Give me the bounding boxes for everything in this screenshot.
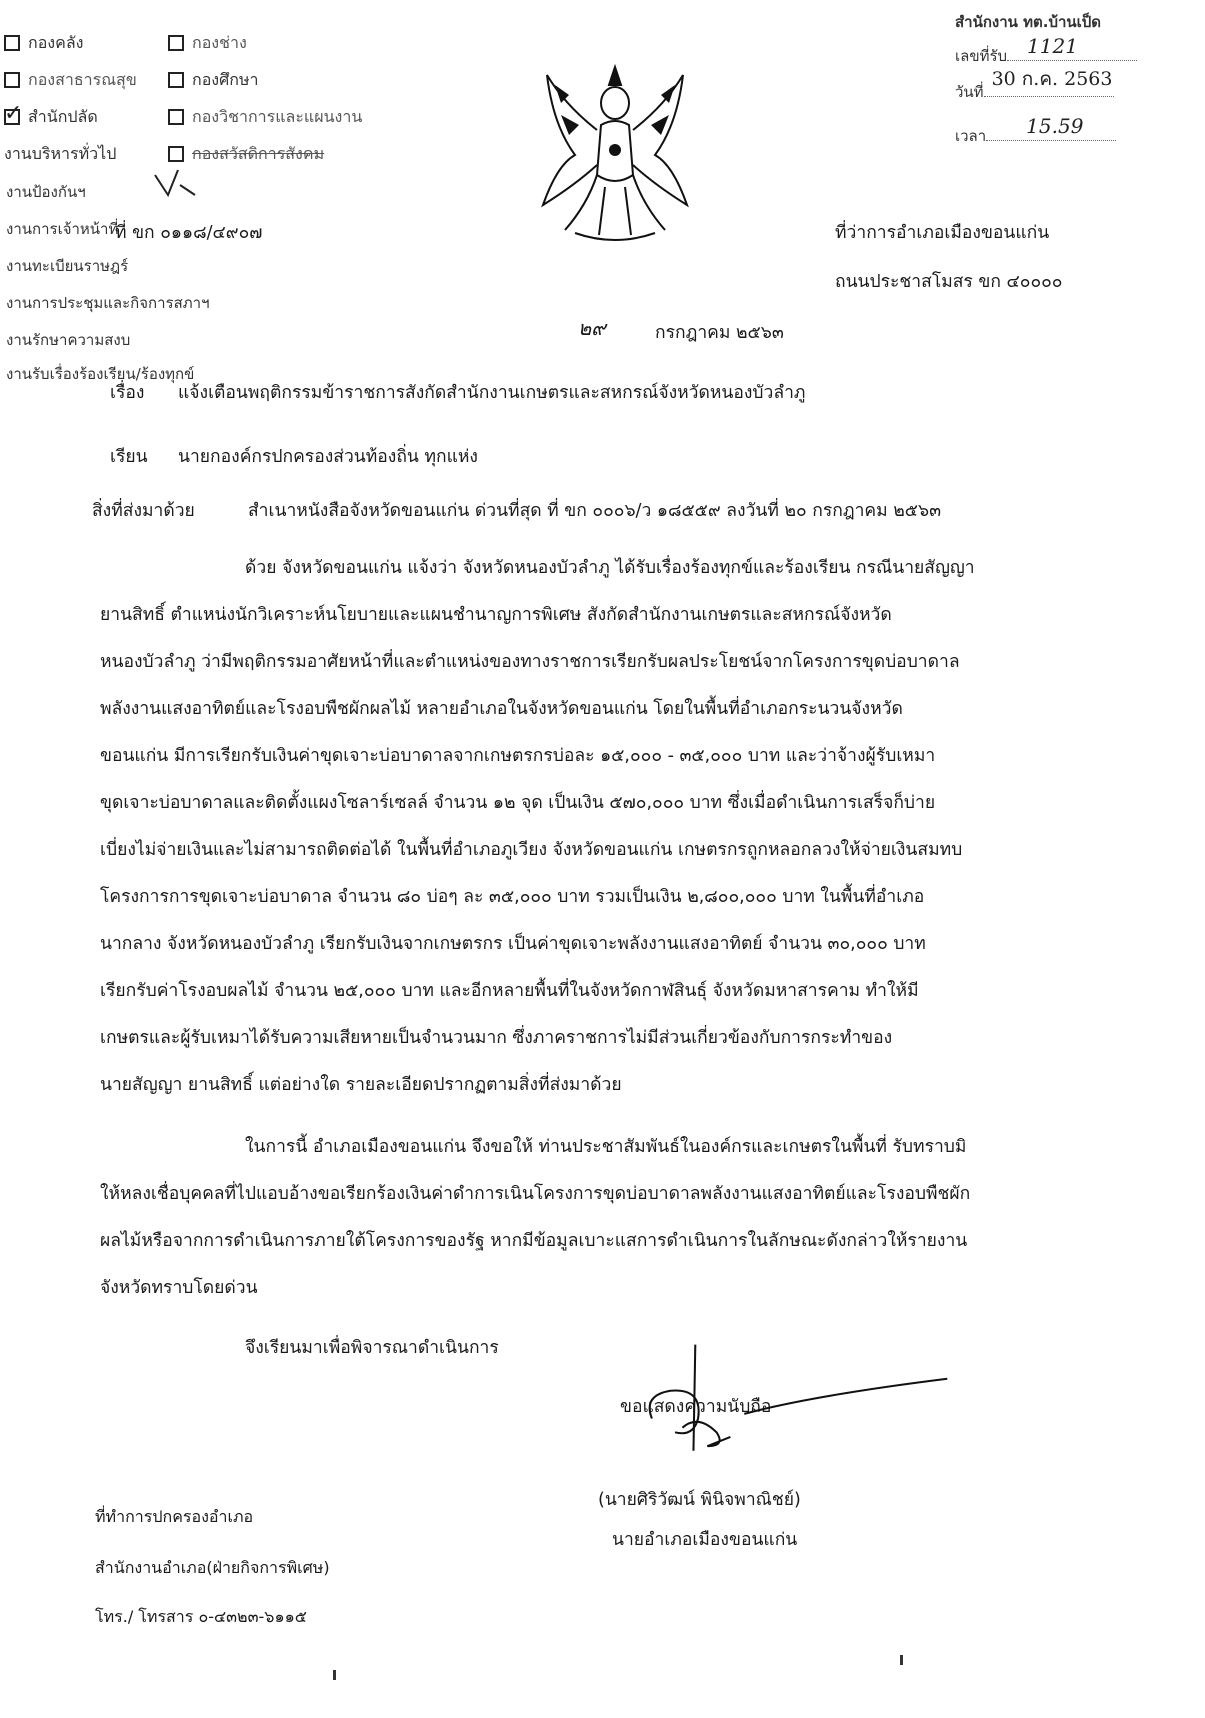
paragraph-line: เรียกรับค่าโรงอบผลไม้ จำนวน ๒๕,๐๐๐ บาท และอีกหลายพื้นที่ในจังหวัดกาฬสินธุ์ จังหวัดมหาสารคาม ทำให้มี: [100, 981, 919, 1001]
paragraph-line: ผลไม้หรือจากการดำเนินการภายใต้โครงการของรัฐ หากมีข้อมูลเบาะแสการดำเนินการในลักษณะดังกล่าวให้รายงาน: [100, 1231, 968, 1251]
closing-request: จึงเรียนมาเพื่อพิจารณาดำเนินการ: [245, 1338, 499, 1358]
paragraph-line: ยานสิทธิ์ ตำแหน่งนักวิเคราะห์นโยบายและแผนชำนาญการพิเศษ สังกัดสำนักงานเกษตรและสหกรณ์จังหวัด: [100, 605, 892, 625]
stamp-time: เวลา 15.59: [955, 124, 1116, 148]
checkbox-icon: [168, 109, 184, 125]
signer-title: นายอำเภอเมืองขอนแก่น: [612, 1530, 798, 1550]
sender-office: ที่ว่าการอำเภอเมืองขอนแก่น: [835, 223, 1050, 243]
paragraph-line: ขอนแก่น มีการเรียกรับเงินค่าขุดเจาะบ่อบาดาลจากเกษตรกรบ่อละ ๑๕,๐๐๐ - ๓๕,๐๐๐ บาท และว่าจ้างผู้รับเหมา: [100, 746, 936, 766]
scan-speck: [333, 1670, 336, 1680]
signer-name: (นายศิริวัฒน์ พินิจพาณิชย์): [598, 1490, 801, 1510]
subject-label: เรื่อง: [110, 383, 145, 403]
closing-regards: ขอแสดงความนับถือ: [620, 1397, 772, 1417]
paragraph-line: ด้วย จังหวัดขอนแก่น แจ้งว่า จังหวัดหนองบัวลำภู ได้รับเรื่องร้องทุกข์และร้องเรียน กรณีนายสัญญา: [245, 558, 975, 578]
checkbox-icon: [168, 72, 184, 88]
footer-unit: สำนักงานอำเภอ(ฝ่ายกิจการพิเศษ): [95, 1558, 330, 1577]
footer-phone: โทร./ โทรสาร ๐-๔๓๒๓-๖๑๑๕: [95, 1607, 307, 1626]
checked-checkbox-icon: [4, 109, 20, 125]
stamp-date: วันที่ 30 ก.ค. 2563: [955, 68, 1113, 101]
stamp-office: สำนักงาน ทต.บ้านเป็ด: [955, 13, 1102, 31]
checkbox-icon: [4, 72, 20, 88]
receipt-stamp: [955, 4, 1200, 154]
paragraph-line: หนองบัวลำภู ว่ามีพฤติกรรมอาศัยหน้าที่และตำแหน่งของทางราชการเรียกรับผลประโยชน์จากโครงการขุดบ่อบาดาล: [100, 652, 960, 672]
scan-speck: [900, 1655, 903, 1665]
paragraph-line: โครงการการขุดเจาะบ่อบาดาล จำนวน ๘๐ บ่อๆ ละ ๓๕,๐๐๐ บาท รวมเป็นเงิน ๒,๘๐๐,๐๐๐ บาท ในพื้นที่อำเภอ: [100, 887, 925, 907]
routing-task: งานการประชุมและกิจการสภาฯ: [6, 294, 210, 312]
to-label: เรียน: [110, 447, 148, 467]
paragraph-line: เบี่ยงไม่จ่ายเงินและไม่สามารถติดต่อได้ ในพื้นที่อำเภอภูเวียง จังหวัดขอนแก่น เกษตรกรถูกหลอกลวงให้จ่ายเงินสมทบ: [100, 840, 963, 860]
paragraph-line: ในการนี้ อำเภอเมืองขอนแก่น จึงขอให้ ท่านประชาสัมพันธ์ในองค์กรและเกษตรในพื้นที่ รับทราบมิ: [245, 1137, 967, 1157]
checkbox-icon: [168, 35, 184, 51]
paragraph-line: จังหวัดทราบโดยด่วน: [100, 1278, 258, 1298]
routing-box-clerk-office: ✓ สำนักปลัด: [4, 104, 98, 130]
paragraph-line: นากลาง จังหวัดหนองบัวลำภู เรียกรับเงินจากเกษตรกร เป็นค่าขุดเจาะพลังงานแสงอาทิตย์ จำนวน ๓๐,๐๐๐ บาท: [100, 934, 926, 954]
document-number: ที่ ขก ๐๑๑๘/๔๙๐๗: [115, 223, 263, 243]
routing-task: งานรักษาความสงบ: [6, 331, 131, 349]
routing-box-education: กองศึกษา: [168, 67, 258, 93]
signature-icon: [615, 1340, 975, 1460]
garuda-emblem-icon: [535, 55, 695, 250]
paragraph-line: นายสัญญา ยานสิทธิ์ แต่อย่างใด รายละเอียดปรากฏตามสิ่งที่ส่งมาด้วย: [100, 1075, 622, 1095]
routing-task: งานการเจ้าหน้าที่: [6, 220, 119, 238]
checkbox-icon: [4, 35, 20, 51]
routing-box-engineering: กองช่าง: [168, 30, 247, 56]
routing-box-social-welfare: กองสวัสดิการสังคม: [168, 141, 324, 167]
to-text: นายกองค์กรปกครองส่วนท้องถิ่น ทุกแห่ง: [178, 447, 478, 467]
routing-task: งานป้องกันฯ: [6, 183, 86, 201]
footer-office: ที่ทำการปกครองอำเภอ: [95, 1507, 254, 1526]
stamp-receipt-no: เลขที่รับ 1121: [955, 44, 1137, 68]
paragraph-line: เกษตรและผู้รับเหมาได้รับความเสียหายเป็นจำนวนมาก ซึ่งภาคราชการไม่มีส่วนเกี่ยวข้องกับการกระทำของ: [100, 1028, 893, 1048]
routing-box-finance: กองคลัง: [4, 30, 83, 56]
enclosure-text: สำเนาหนังสือจังหวัดขอนแก่น ด่วนที่สุด ที่ ขก ๐๐๐๖/ว ๑๘๕๕๙ ลงวันที่ ๒๐ กรกฎาคม ๒๕๖๓: [248, 501, 942, 521]
sender-address: ถนนประชาสโมสร ขก ๔๐๐๐๐: [835, 272, 1063, 292]
checkbox-icon: [168, 146, 184, 162]
routing-box-planning: กองวิชาการและแผนงาน: [168, 104, 362, 130]
letter-date: กรกฎาคม ๒๕๖๓: [655, 323, 784, 343]
paragraph-line: พลังงานแสงอาทิตย์และโรงอบพืชผักผลไม้ หลายอำเภอในจังหวัดขอนแก่น โดยในพื้นที่อำเภอกระนวนจังหวัด: [100, 699, 903, 719]
routing-task: งานรับเรื่องร้องเรียน/ร้องทุกข์: [6, 365, 195, 383]
routing-box-general-admin: งานบริหารทั่วไป: [4, 143, 117, 163]
routing-task: งานทะเบียนราษฎร์: [6, 257, 129, 275]
routing-box-health: กองสาธารณสุข: [4, 67, 137, 93]
date-day-handwritten: ๒๙: [578, 316, 606, 340]
paragraph-line: ให้หลงเชื่อบุคคลที่ไปแอบอ้างขอเรียกร้องเงินค่าดำการเนินโครงการขุดบ่อบาดาลพลังงานแสงอาทิตย์และโรงอบพืชผัก: [100, 1184, 971, 1204]
handwritten-mark-icon: [150, 165, 200, 205]
paragraph-line: ขุดเจาะบ่อบาดาลและติดตั้งแผงโซลาร์เซลล์ จำนวน ๑๒ จุด เป็นเงิน ๕๗๐,๐๐๐ บาท ซึ่งเมื่อดำเนินการเสร็จก็บ่าย: [100, 793, 936, 813]
enclosure-label: สิ่งที่ส่งมาด้วย: [92, 501, 195, 521]
subject-text: แจ้งเตือนพฤติกรรมข้าราชการสังกัดสำนักงานเกษตรและสหกรณ์จังหวัดหนองบัวลำภู: [178, 383, 806, 403]
